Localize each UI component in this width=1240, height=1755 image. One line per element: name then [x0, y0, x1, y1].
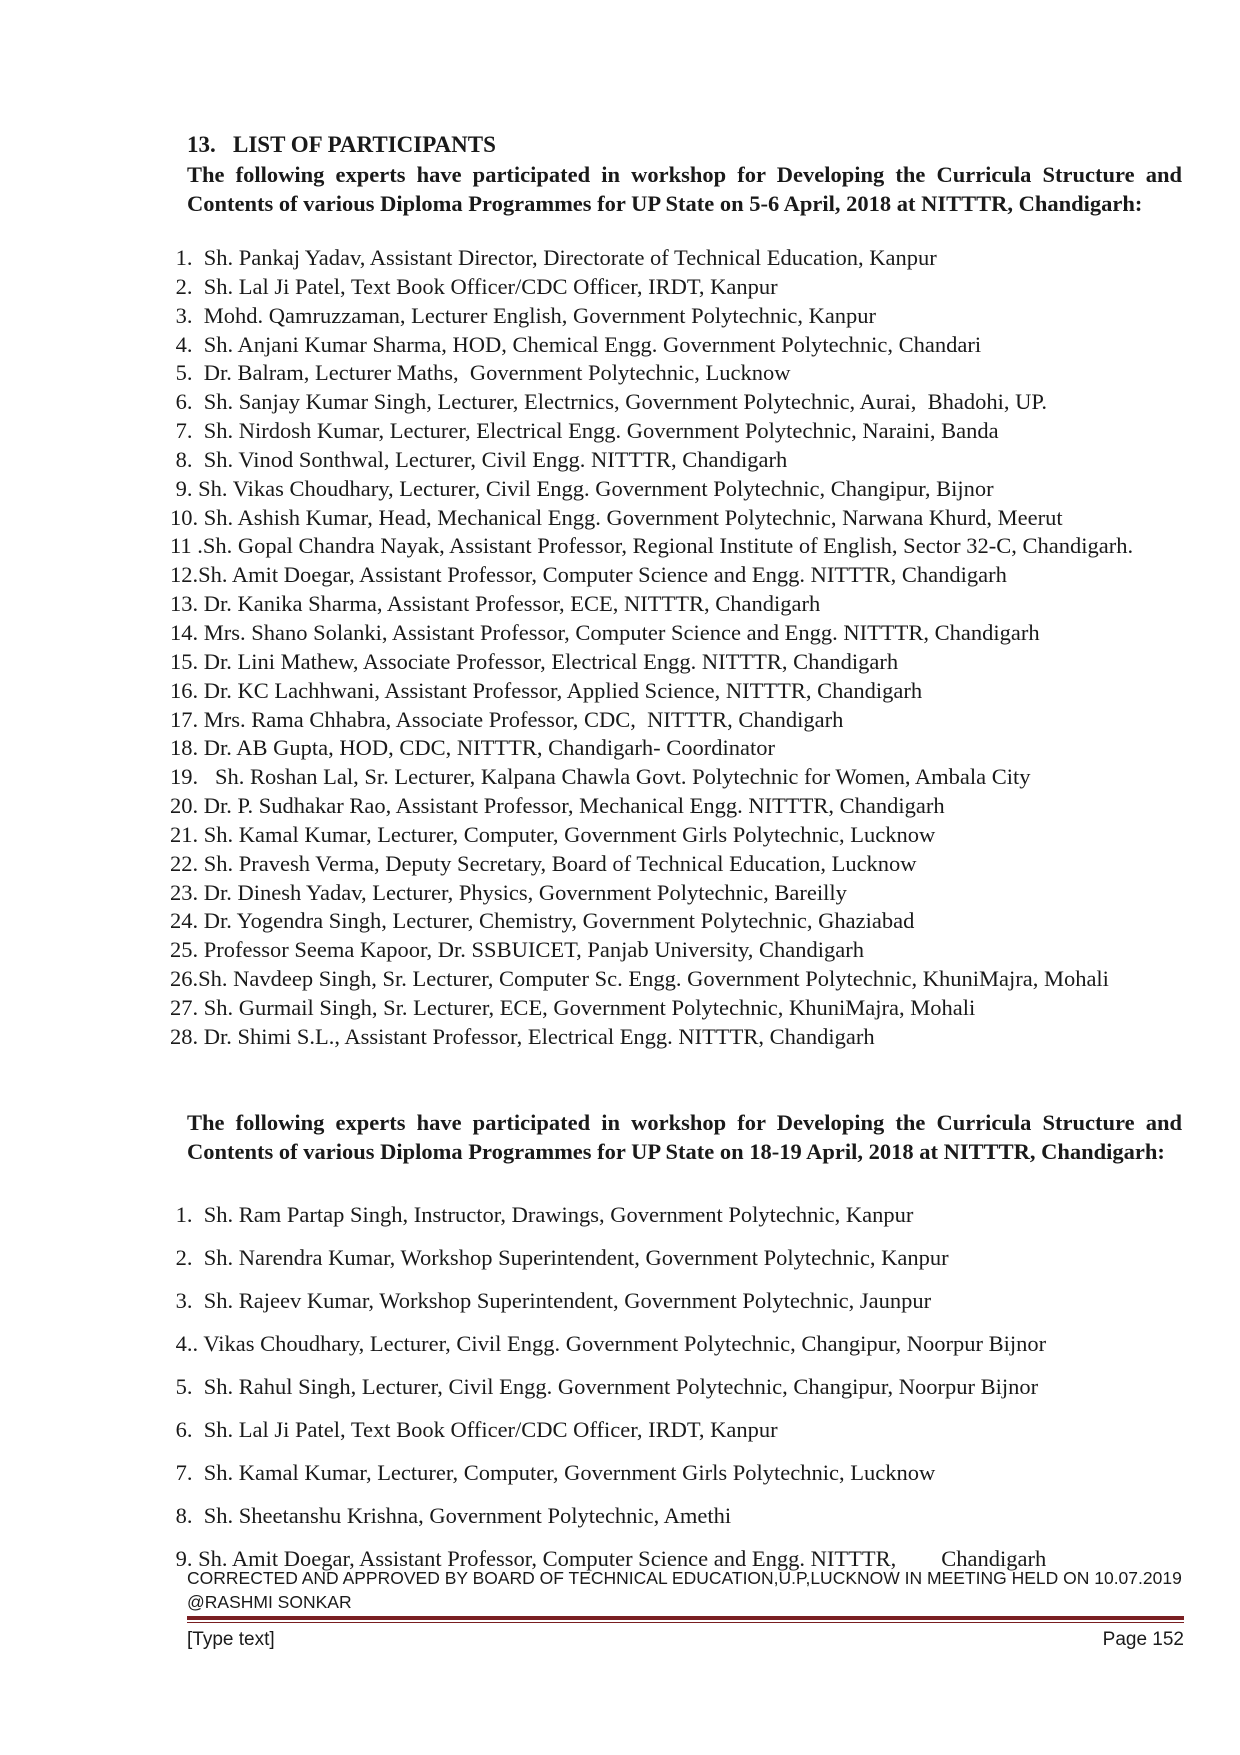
participant-item: 22. Sh. Pravesh Verma, Deputy Secretary, Board of Technical Education, Lucknow — [170, 850, 917, 876]
participant-item: 5. Sh. Rahul Singh, Lecturer, Civil Engg. Government Polytechnic, Changipur, Noorpur Bijnor — [170, 1374, 1039, 1399]
participant-item: 20. Dr. P. Sudhakar Rao, Assistant Professor, Mechanical Engg. NITTTR, Chandigarh — [170, 793, 945, 819]
participant-item: 25. Professor Seema Kapoor, Dr. SSBUICET, Panjab University, Chandigarh — [170, 937, 865, 963]
workshop2-intro: The following experts have participated in workshop for Developing the Curricula Structure and Contents of various Diploma Programmes for UP State on 18-19 April, 2018 at NITTTR, Chandigarh: — [187, 1110, 1182, 1164]
participant-item: 1. Sh. Pankaj Yadav, Assistant Director, Directorate of Technical Education, Kanpur — [170, 245, 937, 270]
participant-item: 17. Mrs. Rama Chhabra, Associate Professor, CDC, NITTTR, Chandigarh — [170, 706, 844, 732]
participant-item: 1. Sh. Ram Partap Singh, Instructor, Drawings, Government Polytechnic, Kanpur — [170, 1202, 914, 1227]
section-heading: 13. LIST OF PARTICIPANTS — [187, 132, 496, 157]
participant-item: 9. Sh. Amit Doegar, Assistant Professor, Computer Science and Engg. NITTTR, Chandigarh — [170, 1546, 1047, 1571]
participant-item: 2. Sh. Narendra Kumar, Workshop Superintendent, Government Polytechnic, Kanpur — [170, 1245, 949, 1270]
participant-item: 8. Sh. Vinod Sonthwal, Lecturer, Civil Engg. NITTTR, Chandigarh — [170, 446, 788, 472]
footer-rule-thick — [187, 1616, 1184, 1620]
participant-item: 13. Dr. Kanika Sharma, Assistant Professor, ECE, NITTTR, Chandigarh — [170, 591, 821, 617]
workshop2-participant-list — [170, 1193, 1190, 1580]
participant-item: 6. Sh. Sanjay Kumar Singh, Lecturer, Electrnics, Government Polytechnic, Aurai, Bhadohi, UP. — [170, 389, 1048, 415]
participant-item: 14. Mrs. Shano Solanki, Assistant Professor, Computer Science and Engg. NITTTR, Chandigarh — [170, 619, 1040, 645]
footer-placeholder-text: [Type text] — [187, 1629, 275, 1650]
workshop1-participant-list — [170, 244, 1190, 1052]
approval-note: CORRECTED AND APPROVED BY BOARD OF TECHNICAL EDUCATION,U.P,LUCKNOW IN MEETING HELD ON 10.07.2019 @RASHMI SONKAR — [187, 1568, 1182, 1612]
participant-item: 3. Mohd. Qamruzzaman, Lecturer English, Government Polytechnic, Kanpur — [170, 302, 877, 328]
participant-item: 9. Sh. Vikas Choudhary, Lecturer, Civil Engg. Government Polytechnic, Changipur, Bijnor — [170, 475, 994, 501]
participant-item: 16. Dr. KC Lachhwani, Assistant Professor, Applied Science, NITTTR, Chandigarh — [170, 677, 923, 703]
participant-item: 4. Sh. Anjani Kumar Sharma, HOD, Chemical Engg. Government Polytechnic, Chandari — [170, 331, 982, 357]
footer-rule-thin — [187, 1622, 1184, 1623]
participant-item: 21. Sh. Kamal Kumar, Lecturer, Computer, Government Girls Polytechnic, Lucknow — [170, 821, 936, 847]
participant-item: 3. Sh. Rajeev Kumar, Workshop Superintendent, Government Polytechnic, Jaunpur — [170, 1288, 932, 1313]
participant-item: 12.Sh. Amit Doegar, Assistant Professor, Computer Science and Engg. NITTTR, Chandigarh — [170, 562, 1007, 588]
page-number: Page 152 — [1102, 1629, 1184, 1650]
participant-item: 7. Sh. Kamal Kumar, Lecturer, Computer, Government Girls Polytechnic, Lucknow — [170, 1460, 936, 1485]
participant-item: 5. Dr. Balram, Lecturer Maths, Government Polytechnic, Lucknow — [170, 360, 791, 386]
participant-item: 26.Sh. Navdeep Singh, Sr. Lecturer, Computer Sc. Engg. Government Polytechnic, KhuniMajra, Mohali — [170, 966, 1109, 992]
participant-item: 27. Sh. Gurmail Singh, Sr. Lecturer, ECE, Government Polytechnic, KhuniMajra, Mohali — [170, 994, 976, 1020]
participant-item: 8. Sh. Sheetanshu Krishna, Government Polytechnic, Amethi — [170, 1503, 732, 1528]
participant-item: 4.. Vikas Choudhary, Lecturer, Civil Engg. Government Polytechnic, Changipur, Noorpur Bijnor — [170, 1331, 1047, 1356]
participant-item: 7. Sh. Nirdosh Kumar, Lecturer, Electrical Engg. Government Polytechnic, Naraini, Banda — [170, 418, 999, 444]
participant-item: 15. Dr. Lini Mathew, Associate Professor, Electrical Engg. NITTTR, Chandigarh — [170, 648, 899, 674]
participant-item: 19. Sh. Roshan Lal, Sr. Lecturer, Kalpana Chawla Govt. Polytechnic for Women, Ambala City — [170, 764, 1031, 790]
participant-item: 18. Dr. AB Gupta, HOD, CDC, NITTTR, Chandigarh- Coordinator — [170, 735, 775, 761]
participant-item: 23. Dr. Dinesh Yadav, Lecturer, Physics, Government Polytechnic, Bareilly — [170, 879, 847, 905]
workshop1-intro: The following experts have participated in workshop for Developing the Curricula Structure and Contents of various Diploma Programmes for UP State on 5-6 April, 2018 at NITTTR, Chandigarh: — [187, 162, 1182, 216]
participant-item: 24. Dr. Yogendra Singh, Lecturer, Chemistry, Government Polytechnic, Ghaziabad — [170, 908, 915, 934]
participant-item: 10. Sh. Ashish Kumar, Head, Mechanical Engg. Government Polytechnic, Narwana Khurd, Meerut — [170, 504, 1063, 530]
participant-item: 2. Sh. Lal Ji Patel, Text Book Officer/CDC Officer, IRDT, Kanpur — [170, 273, 778, 299]
participant-item: 6. Sh. Lal Ji Patel, Text Book Officer/CDC Officer, IRDT, Kanpur — [170, 1417, 778, 1442]
participant-item: 28. Dr. Shimi S.L., Assistant Professor, Electrical Engg. NITTTR, Chandigarh — [170, 1023, 875, 1049]
participant-item: 11 .Sh. Gopal Chandra Nayak, Assistant Professor, Regional Institute of English, Sector 32-C, Chandigarh. — [170, 533, 1134, 559]
